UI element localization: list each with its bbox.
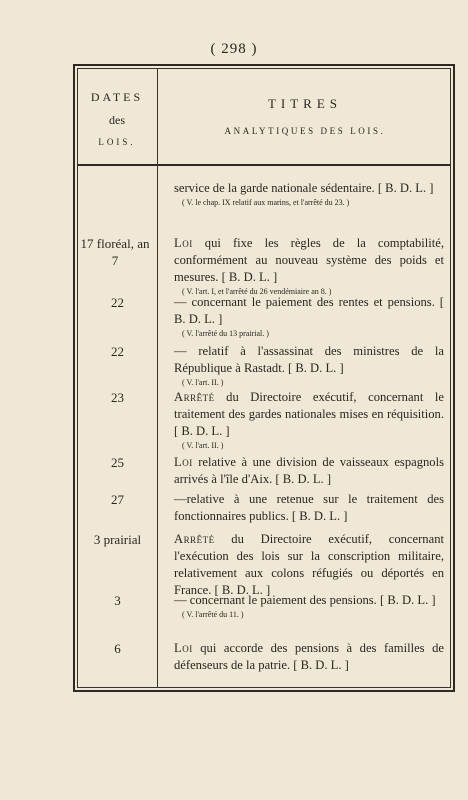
entry-lead: Loi <box>174 236 193 250</box>
entry-title <box>174 640 444 674</box>
entry-text: qui accorde des pensions à des familles de défenseurs de la patrie. [ B. D. L. ] <box>174 641 444 672</box>
entry-title <box>174 531 444 599</box>
entry-date: 23 <box>111 390 124 405</box>
entry-title <box>174 180 444 209</box>
entry-date: 3 prairial <box>93 532 142 547</box>
entry-date: 17 floréal, an 7 <box>80 236 150 268</box>
entry-reference: ( V. l'art. II. ) <box>182 378 224 387</box>
entry-date: 25 <box>111 455 124 470</box>
entry-title <box>174 294 444 340</box>
entry-reference: ( V. le chap. IX relatif aux marins, et l'arrêté du 23. ) <box>182 198 350 207</box>
entry-date: 22 <box>111 344 124 359</box>
header-titres: TITRES <box>267 96 343 111</box>
entry-text: service de la garde nationale sédentaire. [ B. D. L. ] <box>174 181 434 195</box>
entry-reference: ( V. l'arrêté du 13 prairial. ) <box>182 329 269 338</box>
entry-title <box>174 491 444 525</box>
entry-date: 27 <box>111 492 124 507</box>
entry-title <box>174 389 444 452</box>
entry-reference: ( V. l'arrêté du 11. ) <box>182 610 244 619</box>
entry-date: 3 <box>114 593 121 608</box>
entry-text: —relative à une retenue sur le traitement des fonctionnaires publics. [ B. D. L. ] <box>174 492 444 523</box>
header-dates: DATES <box>90 90 144 104</box>
header-rule <box>77 164 451 166</box>
entry-text: du Directoire exécutif, concernant l'exécution des lois sur la conscription militaire, relativement aux colons réfugiés ou déportés en France. [ B. D. L. ] <box>174 532 444 597</box>
entry-text: qui fixe les règles de la comptabilité, conformément au nouveau système des poids et mesures. [ B. D. L. ] <box>174 236 444 284</box>
entry-text: du Directoire exécutif, concernant le traitement des gardes nationales mises en réquisition. [ B. D. L. ] <box>174 390 444 438</box>
entry-title <box>174 343 444 389</box>
entry-title <box>174 235 444 298</box>
page-number: ( 298 ) <box>210 41 258 57</box>
entry-reference: ( V. l'art. II. ) <box>182 441 224 450</box>
entry-lead: Arrêté <box>174 390 215 404</box>
entry-text: — concernant le paiement des pensions. [ B. D. L. ] <box>174 593 436 607</box>
entry-lead: Arrêté <box>174 532 215 546</box>
header-analytiques: ANALYTIQUES DES LOIS. <box>224 126 386 136</box>
entry-reference: ( V. l'art. I, et l'arrêté du 26 vendémiaire an 8. ) <box>182 287 332 296</box>
entry-text: — concernant le paiement des rentes et pensions. [ B. D. L. ] <box>174 295 444 326</box>
entry-lead: Loi <box>174 641 193 655</box>
header-lois: LOIS. <box>98 137 136 147</box>
entry-text: relative à une division de vaisseaux espagnols arrivés à l'île d'Aix. [ B. D. L. ] <box>174 455 444 486</box>
entry-date: 22 <box>111 295 124 310</box>
entry-text: — relatif à l'assassinat des ministres de la République à Rastadt. [ B. D. L. ] <box>174 344 444 375</box>
entry-title <box>174 592 444 621</box>
entry-title <box>174 454 444 488</box>
entry-date: 6 <box>114 641 121 656</box>
column-rule <box>157 68 158 688</box>
entry-lead: Loi <box>174 455 193 469</box>
header-des: des <box>109 113 125 127</box>
